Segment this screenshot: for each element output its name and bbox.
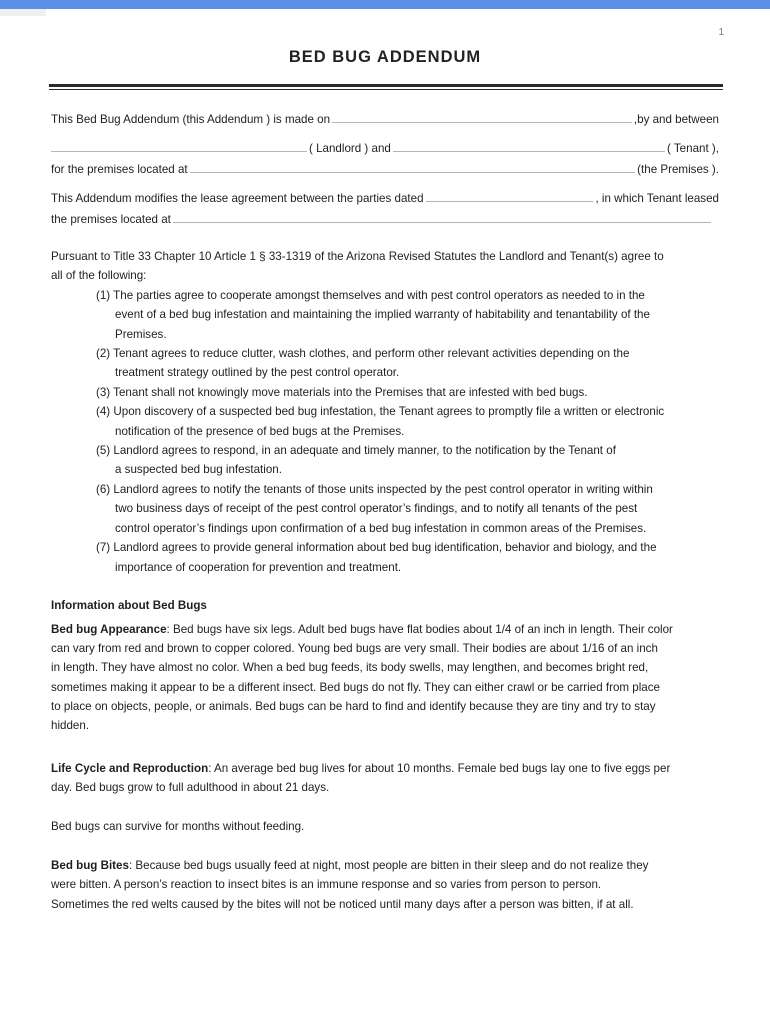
survive-line: Bed bugs can survive for months without feeding.	[51, 820, 305, 833]
appearance-line: sometimes making it appear to be a different insect. Bed bugs do not fly. They can either crawl or be carried from place	[51, 681, 660, 694]
appearance-line: in length. They have almost no color. When a bed bug feeds, its body swells, may lengthen, and becomes bright red,	[51, 661, 649, 674]
list-item-3: (3) Tenant shall not knowingly move materials into the Premises that are infested with bed bugs.	[96, 386, 588, 399]
list-item-6: (6) Landlord agrees to notify the tenants of those units inspected by the pest control operator in writing within	[96, 483, 653, 496]
intro-text: the premises located at	[51, 213, 171, 226]
lifecycle-line: day. Bed bugs grow to full adulthood in about 21 days.	[51, 781, 330, 794]
lifecycle-label: Life Cycle and Reproduction	[51, 762, 209, 775]
list-item-5: (5) Landlord agrees to respond, in an adequate and timely manner, to the notification by the Tenant of	[96, 444, 616, 457]
bites-line-1: Bed bug Bites: Because bed bugs usually feed at night, most people are bitten in their sleep and do not realize they	[51, 859, 649, 872]
title-rule-thin	[49, 89, 723, 90]
list-item-6-cont: two business days of receipt of the pest control operator’s findings, and to notify all tenants of the pest	[115, 502, 638, 515]
appearance-line: hidden.	[51, 719, 90, 732]
info-heading: Information about Bed Bugs	[51, 599, 207, 612]
pursuant-line-2: all of the following:	[51, 269, 147, 282]
intro-text: ,by and between	[633, 113, 719, 126]
landlord-blank-field[interactable]	[51, 140, 307, 152]
list-item-4-cont: notification of the presence of bed bugs at the Premises.	[115, 425, 405, 438]
bites-line: Sometimes the red welts caused by the bites will not be noticed until many days after a person was bitten, if at all.	[51, 898, 634, 911]
intro-text: for the premises located at	[51, 163, 188, 176]
pursuant-line-1: Pursuant to Title 33 Chapter 10 Article 1 § 33-1319 of the Arizona Revised Statutes the Landlord and Tenant(s) agree to	[51, 250, 664, 263]
appearance-line: to place on objects, people, or animals. Bed bugs can be hard to find and identify because they are tiny and try to stay	[51, 700, 656, 713]
list-item-1: (1) The parties agree to cooperate amongst themselves and with pest control operators as needed to in the	[96, 289, 645, 302]
intro-line-1	[51, 111, 719, 129]
list-item-2: (2) Tenant agrees to reduce clutter, wash clothes, and perform other relevant activities depending on the	[96, 347, 630, 360]
appearance-line-1: Bed bug Appearance: Bed bugs have six legs. Adult bed bugs have flat bodies about 1/4 of an inch in length. Their color	[51, 623, 673, 636]
bites-line: were bitten. A person’s reaction to insect bites is an immune response and so varies from person to person.	[51, 878, 602, 891]
intro-text: This Addendum modifies the lease agreement between the parties dated	[51, 192, 424, 205]
list-item-2-cont: treatment strategy outlined by the pest control operator.	[115, 366, 400, 379]
list-item-1-cont: Premises.	[115, 328, 167, 341]
intro-text: , in which Tenant leased	[595, 192, 719, 205]
intro-line-5	[51, 211, 719, 229]
intro-line-2	[51, 140, 719, 158]
intro-text: ( Tenant ),	[667, 142, 719, 155]
lifecycle-line-1: Life Cycle and Reproduction: An average bed bug lives for about 10 months. Female bed bugs lay one to five eggs per	[51, 762, 671, 775]
tenant-blank-field[interactable]	[393, 140, 665, 152]
lease-date-blank-field[interactable]	[426, 190, 594, 202]
top-tab-strip	[0, 9, 46, 16]
list-item-5-cont: a suspected bed bug infestation.	[115, 463, 282, 476]
intro-text: (the Premises ).	[637, 163, 719, 176]
bites-label: Bed bug Bites	[51, 859, 129, 872]
intro-line-4	[51, 190, 719, 208]
appearance-label: Bed bug Appearance	[51, 623, 167, 636]
list-item-1-cont: event of a bed bug infestation and maintaining the implied warranty of habitability and tenantability of the	[115, 308, 650, 321]
intro-text: This Bed Bug Addendum (this Addendum ) is made on	[51, 113, 331, 126]
list-item-7-cont: importance of cooperation for prevention and treatment.	[115, 561, 402, 574]
list-item-4: (4) Upon discovery of a suspected bed bug infestation, the Tenant agrees to promptly file a written or electronic	[96, 405, 665, 418]
page-number: 1	[718, 27, 724, 38]
top-accent-bar	[0, 0, 770, 9]
intro-text: ( Landlord ) and	[309, 142, 391, 155]
date-blank-field[interactable]	[332, 111, 632, 123]
appearance-line: can vary from red and brown to copper colored. Young bed bugs are very small. Their bodies are about 1/16 of an inch	[51, 642, 658, 655]
document-title: BED BUG ADDENDUM	[288, 48, 482, 66]
intro-line-3	[51, 161, 719, 179]
title-rule-thick	[49, 84, 723, 87]
premises-blank-field[interactable]	[190, 161, 636, 173]
list-item-6-cont: control operator’s findings upon confirmation of a bed bug infestation in common areas of the Premises.	[115, 522, 647, 535]
leased-premises-blank-field[interactable]	[173, 211, 711, 223]
list-item-7: (7) Landlord agrees to provide general information about bed bug identification, behavior and biology, and the	[96, 541, 657, 554]
